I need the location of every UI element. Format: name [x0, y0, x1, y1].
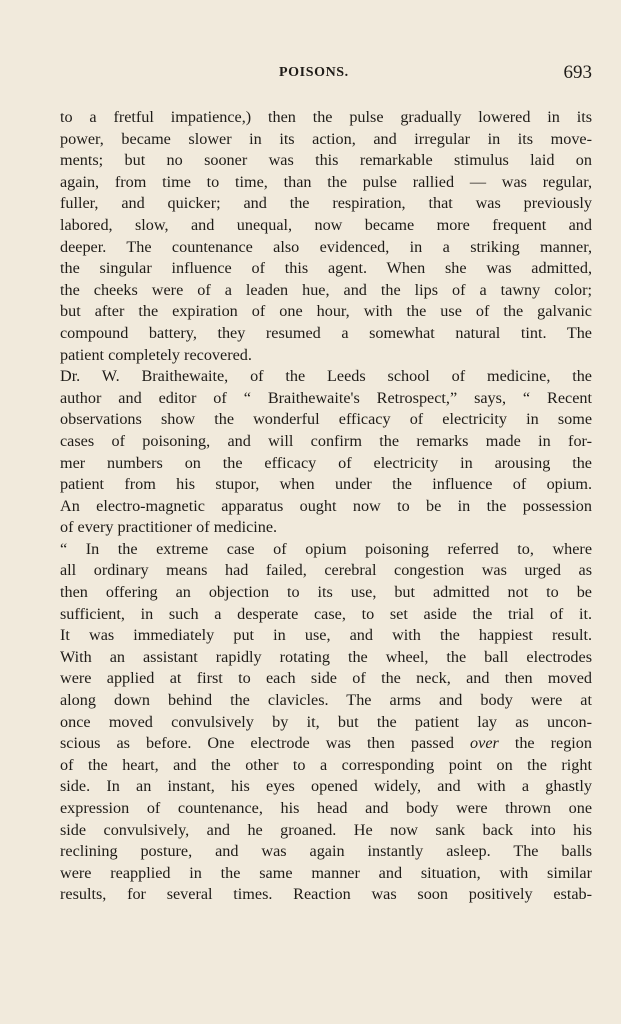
text-line: along down behind the clavicles. The arms and body were at [60, 691, 592, 710]
text-line: again, from time to time, than the pulse rallied — was regular, [60, 172, 592, 191]
text-line: ments; but no sooner was this remarkable stimulus laid on [60, 151, 592, 170]
text-line: mer numbers on the efficacy of electricity in arousing the [60, 453, 592, 472]
text-line: patient completely recovered. [60, 345, 252, 364]
page-header [60, 62, 592, 85]
text-line: Dr. W. Braithewaite, of the Leeds school of medicine, the [60, 367, 592, 386]
text-line: observations show the wonderful efficacy of electricity in some [60, 410, 592, 429]
text-line: the cheeks were of a leaden hue, and the lips of a tawny color; [60, 280, 592, 299]
text-line: compound battery, they resumed a somewhat natural tint. The [60, 323, 592, 342]
text-line: patient from his stupor, when under the influence of opium. [60, 475, 592, 494]
text-line: of the heart, and the other to a corresponding point on the right [60, 755, 592, 774]
text-line: cases of poisoning, and will confirm the remarks made in for- [60, 431, 592, 450]
text-line: expression of countenance, his head and body were thrown one [60, 799, 592, 817]
text-line: side. In an instant, his eyes opened widely, and with a ghastly [60, 777, 592, 796]
text-line: were reapplied in the same manner and situation, with similar [60, 863, 592, 882]
text-line: then offering an objection to its use, but admitted not to be [60, 583, 592, 602]
text-line: labored, slow, and unequal, now became more frequent and [60, 215, 592, 234]
text-line: power, became slower in its action, and irregular in its move- [60, 129, 592, 148]
text-line: deeper. The countenance also evidenced, in a striking manner, [60, 237, 592, 256]
text-line: the singular influence of this agent. When she was admitted, [60, 259, 592, 278]
text-line: author and editor of “ Braithewaite's Retrospect,” says, “ Recent [60, 388, 592, 407]
page-number: 693 [563, 62, 592, 83]
text-line: scious as before. One electrode was then passed over the region [60, 734, 592, 753]
text-line: to a fretful impatience,) then the pulse gradually lowered in its [60, 108, 592, 126]
text-line: With an assistant rapidly rotating the wheel, the ball electrodes [60, 647, 592, 666]
text-line: all ordinary means had failed, cerebral congestion was urged as [60, 561, 592, 580]
text-line: side convulsively, and he groaned. He now sank back into his [60, 820, 592, 839]
text-line: results, for several times. Reaction was soon positively estab- [60, 885, 592, 904]
text-line: but after the expiration of one hour, with the use of the galvanic [60, 302, 592, 321]
body-text [60, 107, 592, 906]
text-line: of every practitioner of medicine. [60, 518, 278, 537]
text-line: “ In the extreme case of opium poisoning referred to, where [60, 539, 592, 558]
text-line: were applied at first to each side of the neck, and then moved [60, 669, 592, 688]
text-line: reclining posture, and was again instantly asleep. The balls [60, 842, 592, 861]
running-head: POISONS. [279, 65, 349, 80]
text-line: once moved convulsively by it, but the patient lay as uncon- [60, 712, 592, 731]
text-line: fuller, and quicker; and the respiration, that was previously [60, 194, 592, 213]
text-line: An electro-magnetic apparatus ought now to be in the possession [60, 496, 592, 515]
text-line: sufficient, in such a desperate case, to set aside the trial of it. [60, 604, 592, 623]
text-line: It was immediately put in use, and with the happiest result. [60, 626, 592, 645]
